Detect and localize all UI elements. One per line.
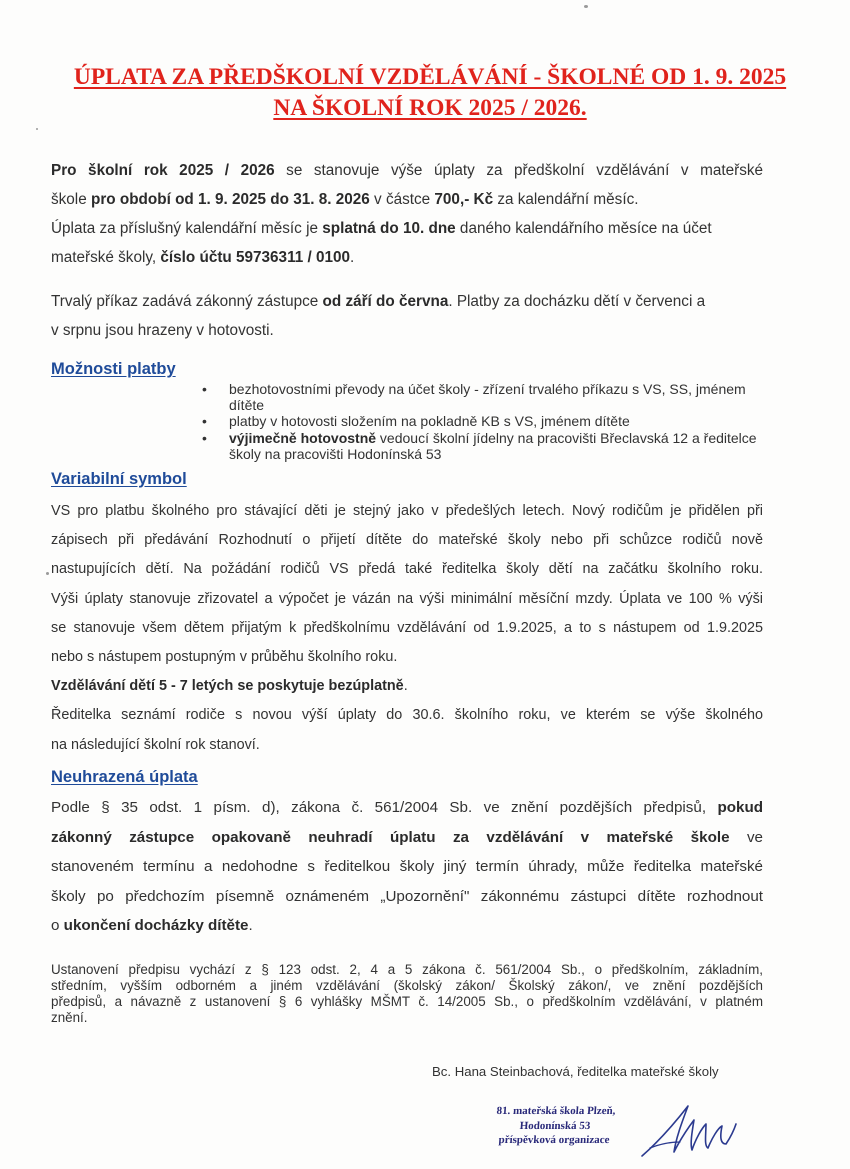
signer-name: Bc. Hana Steinbachová, ředitelka mateřské školy — [432, 1064, 719, 1079]
title-line-2: NA ŠKOLNÍ ROK 2025 / 2026. — [273, 95, 587, 121]
title-line-1: ÚPLATA ZA PŘEDŠKOLNÍ VZDĚLÁVÁNÍ - ŠKOLNÉ OD 1. 9. 2025 — [73, 64, 787, 90]
variable-symbol-heading: Variabilní symbol — [51, 470, 187, 488]
bullet-icon: • — [202, 429, 207, 446]
scan-mark — [46, 572, 49, 575]
variable-symbol-paragraph: VS pro platbu školného pro stávající děti je stejný jako v předešlých letech. Nový rodičům je přidělen při zápisech při předávání Rozhodnutí o přijetí dítěte do mateřské školy nebo při schůzce rodičů nově nastupujících dětí. Na požádání rodičů VS předá také ředitelka školy dětí na začátku školního roku. Výši úplaty stanovuje zřizovatel a výpočet je vázán na výši minimální měsíční mzdy. Úplata ve 100 % výši se stanovuje všem dětem přijatým k předškolnímu vzdělávání od 1.9.2025, a to s nástupem od 1.9.2025 nebo s nástupem postupným v průběhu školního roku. Vzdělávání dětí 5 - 7 letých se poskytuje bezúplatně. Ředitelka seznámí rodiče s novou výší úplaty do 30.6. školního roku, ve kterém se výše školného na následující školní rok stanoví. — [51, 503, 763, 753]
list-item: • výjimečně hotovostně vedoucí školní jídelny na pracovišti Břeclavská 12 a ředitelce školy na pracovišti Hodonínská 53 — [202, 429, 757, 462]
bullet-icon: • — [202, 413, 207, 430]
handwritten-signature — [636, 1098, 746, 1164]
payment-options-list — [200, 381, 760, 462]
school-stamp: 81. mateřská škola Plzeň, Hodonínská 53 příspěvková organizace — [496, 1105, 616, 1146]
unpaid-fee-heading: Neuhrazená úplata — [51, 768, 198, 786]
intro-paragraph: Pro školní rok 2025 / 2026 se stanovuje výše úplaty za předškolní vzdělávání v mateřské škole pro období od 1. 9. 2025 do 31. 8. 2026 v částce 700,- Kč za kalendářní měsíc. Úplata za příslušný kalendářní měsíc je splatná do 10. dne daného kalendářního měsíce na účet mateřské školy, číslo účtu 59736311 / 0100. — [51, 162, 763, 266]
scan-mark — [584, 5, 588, 8]
scan-mark — [36, 128, 38, 130]
unpaid-fee-paragraph: Podle § 35 odst. 1 písm. d), zákona č. 561/2004 Sb. ve znění pozdějších předpisů, pokud zákonný zástupce opakovaně neuhradí úplatu za vzdělávání v mateřské škole ve stanoveném termínu a nedohodne s ředitelkou školy jiný termín úhrady, může ředitelka mateřské školy po předchozím písemně oznámeném „Upozornění" zákonnému zástupci dítěte rozhodnout o ukončení docházky dítěte. — [51, 799, 764, 934]
list-item: • bezhotovostními převody na účet školy - zřízení trvalého příkazu s VS, SS, jménem dítěte — [202, 381, 746, 414]
document-title — [20, 62, 840, 124]
payment-options-heading: Možnosti platby — [51, 360, 176, 378]
standing-order-paragraph: Trvalý příkaz zadává zákonný zástupce od září do června. Platby za docházku dětí v červenci a v srpnu jsou hrazeny v hotovosti. — [51, 293, 706, 339]
bullet-icon: • — [202, 381, 207, 397]
list-item: • platby v hotovosti složením na pokladně KB s VS, jménem dítěte — [202, 413, 630, 430]
legal-basis-paragraph: Ustanovení předpisu vychází z § 123 odst. 2, 4 a 5 zákona č. 561/2004 Sb., o předškolním, základním, středním, vyšším odborném a jiném vzdělávání (školský zákon/ Školský zákon/, ve znění pozdějších předpisů, a návazně z ustanovení § 6 vyhlášky MŠMT č. 14/2005 Sb., o předškolním vzdělávání, v platném znění. — [51, 962, 763, 1025]
